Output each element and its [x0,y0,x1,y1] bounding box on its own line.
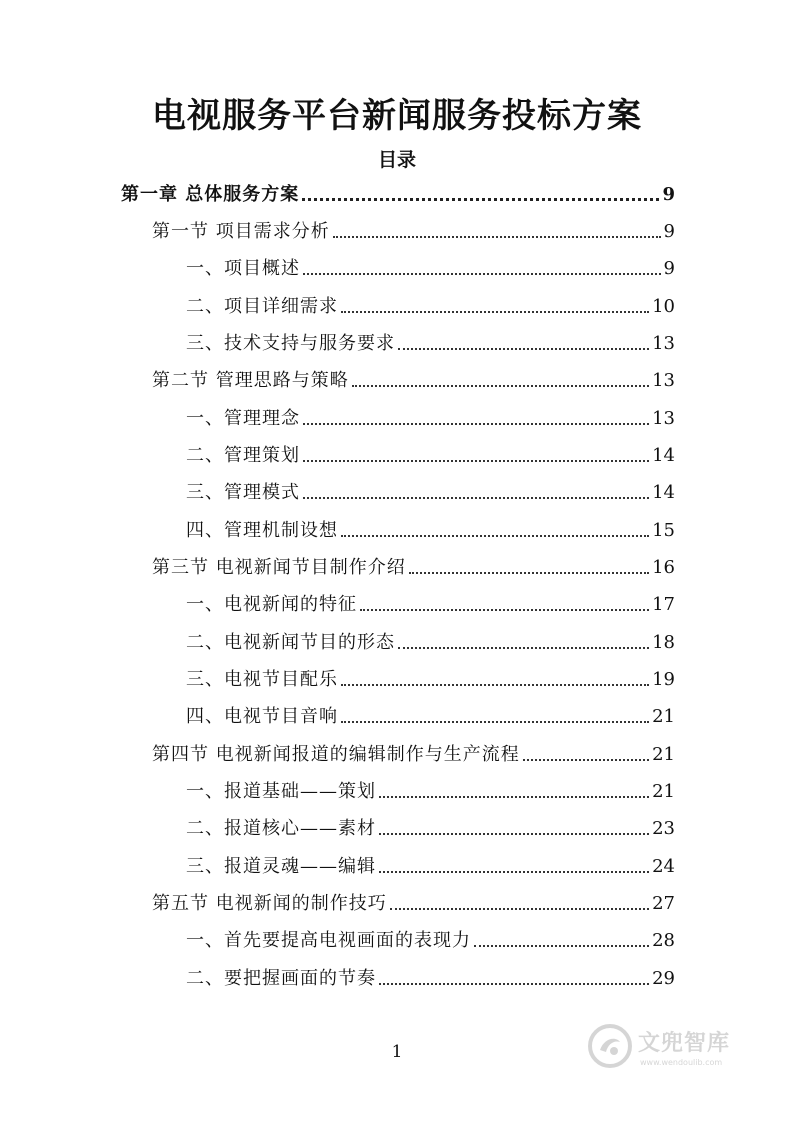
toc-entry-page: 17 [652,594,675,615]
dot-leader [360,609,649,611]
toc-entry-section[interactable] [152,549,675,579]
watermark-url: www.wendoulib.com [640,1058,723,1067]
dot-leader [302,198,659,201]
watermark [588,1022,758,1078]
toc-entry-subsection[interactable] [186,848,675,878]
toc-entry-subsection[interactable] [186,437,675,467]
toc-entry-subsection[interactable] [186,512,675,542]
toc-entry-page: 14 [652,482,675,503]
toc-entry-page: 19 [652,669,675,690]
toc-entry-subsection[interactable] [186,288,675,318]
toc-entry-page: 14 [652,445,675,466]
toc-entry-chapter-1[interactable] [121,176,675,206]
toc-entry-page: 21 [652,781,675,802]
toc-entry-title: 二、管理策划 [186,445,300,466]
toc-entry-section[interactable] [152,885,675,915]
toc-entry-subsection[interactable] [186,773,675,803]
toc-entry-title: 三、电视节目配乐 [186,669,338,690]
toc-heading: 目录 [377,149,416,171]
dot-leader [341,684,649,686]
toc-entry-page: 15 [652,520,675,541]
dot-leader [333,236,661,238]
dot-leader [379,833,649,835]
toc-entry-section[interactable] [152,736,675,766]
dot-leader [303,497,649,499]
toc-entry-title: 三、管理模式 [186,482,300,503]
toc-entry-title: 二、电视新闻节目的形态 [186,632,395,653]
toc-entry-section[interactable] [152,362,675,392]
toc-entry-page: 21 [652,706,675,727]
toc-entry-subsection[interactable] [186,624,675,654]
dot-leader [398,647,649,649]
toc-entry-page: 28 [652,930,675,951]
toc-entry-subsection[interactable] [186,474,675,504]
dot-leader [379,796,649,798]
toc-entry-page: 24 [652,856,675,877]
dot-leader [303,460,649,462]
dot-leader [409,572,649,574]
toc-entry-subsection[interactable] [186,698,675,728]
toc-entry-title: 四、管理机制设想 [186,520,338,541]
toc-entry-title: 第一节 项目需求分析 [152,221,330,242]
toc-entry-page: 29 [652,968,675,989]
dot-leader [379,983,649,985]
toc-entry-subsection[interactable] [186,810,675,840]
watermark-name: 文兜智库 [638,1031,731,1056]
toc-entry-title: 三、报道灵魂——编辑 [186,856,376,877]
toc-entry-title: 二、项目详细需求 [186,296,338,317]
toc-entry-page: 9 [663,221,675,242]
toc-entry-title: 二、报道核心——素材 [186,818,376,839]
toc-entry-title: 一、首先要提高电视画面的表现力 [186,930,471,951]
toc-entry-subsection[interactable] [186,661,675,691]
toc-entry-title: 一、项目概述 [186,258,300,279]
toc-entry-subsection[interactable] [186,586,675,616]
toc-entry-title: 第一章 总体服务方案 [121,184,300,205]
dot-leader [523,759,649,761]
toc-entry-page: 16 [652,557,675,578]
dot-leader [390,908,649,910]
toc-entry-title: 第四节 电视新闻报道的编辑制作与生产流程 [152,744,520,765]
toc-entry-title: 第五节 电视新闻的制作技巧 [152,893,387,914]
dot-leader [341,311,649,313]
toc-entry-subsection[interactable] [186,960,675,990]
toc-entry-title: 一、电视新闻的特征 [186,594,357,615]
toc-entry-page: 13 [652,370,675,391]
toc-entry-subsection[interactable] [186,250,675,280]
toc-entry-page: 13 [652,408,675,429]
dot-leader [303,423,649,425]
dot-leader [474,945,649,947]
toc-entry-section[interactable] [152,213,675,243]
toc-entry-title: 一、管理理念 [186,408,300,429]
dot-leader [341,721,649,723]
page-number: 1 [391,1042,403,1062]
wendou-logo-icon [588,1024,632,1068]
dot-leader [398,348,649,350]
toc-entry-page: 23 [652,818,675,839]
toc-entry-page: 18 [652,632,675,653]
toc-entry-page: 9 [662,184,675,205]
dot-leader [341,535,649,537]
toc-entry-page: 13 [652,333,675,354]
toc-entry-page: 10 [652,296,675,317]
toc-entry-title: 一、报道基础——策划 [186,781,376,802]
toc-entry-page: 21 [652,744,675,765]
toc-entry-subsection[interactable] [186,922,675,952]
toc-entry-page: 27 [652,893,675,914]
toc-entry-title: 四、电视节目音响 [186,706,338,727]
document-title: 电视服务平台新闻服务投标方案 [152,96,642,136]
dot-leader [379,871,649,873]
toc-entry-subsection[interactable] [186,325,675,355]
toc-entry-subsection[interactable] [186,400,675,430]
toc-entry-title: 二、要把握画面的节奏 [186,968,376,989]
dot-leader [303,273,661,275]
toc-entry-title: 三、技术支持与服务要求 [186,333,395,354]
toc-entry-title: 第三节 电视新闻节目制作介绍 [152,557,406,578]
toc-entry-title: 第二节 管理思路与策略 [152,370,349,391]
dot-leader [352,385,649,387]
toc-entry-page: 9 [663,258,675,279]
